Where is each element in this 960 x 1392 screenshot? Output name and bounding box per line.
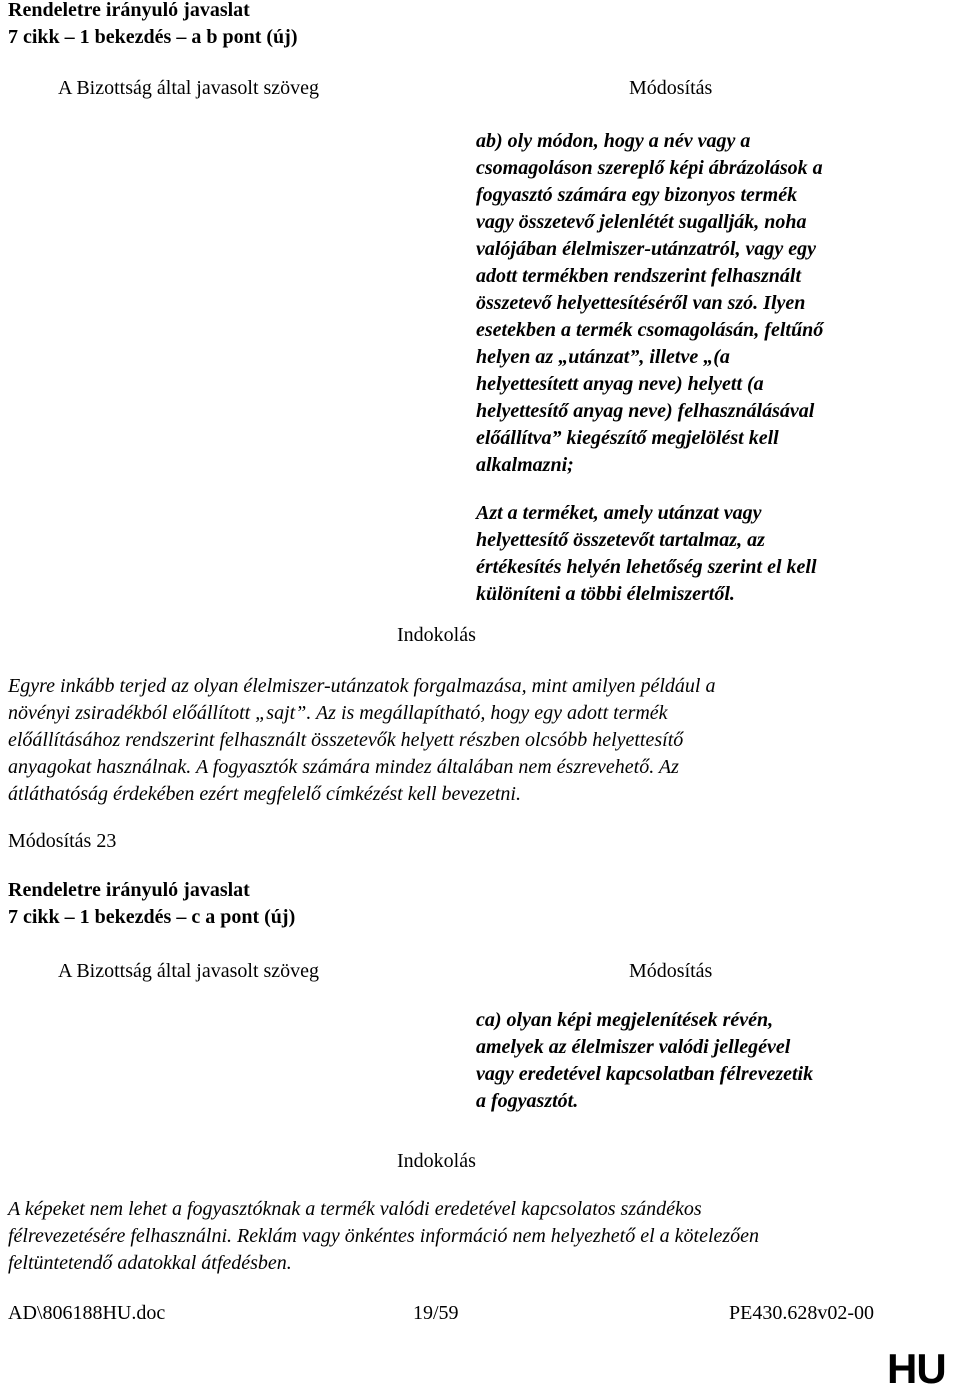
text-line: vagy összetevő jelenlétét sugallják, noha (476, 211, 807, 233)
text-line: alkalmazni; (476, 454, 574, 476)
proposal-heading: Rendeletre irányuló javaslat (8, 879, 250, 901)
text-line: a fogyasztót. (476, 1090, 579, 1112)
amendment-paragraph-1 (476, 128, 896, 479)
justification-text (8, 673, 908, 808)
text-line: valójában élelmiszer-utánzatról, vagy egy (476, 238, 816, 260)
justification-heading: Indokolás (397, 624, 476, 646)
footer-page-number: 19/59 (413, 1302, 459, 1324)
text-line: ab) oly módon, hogy a név vagy a (476, 130, 751, 152)
commission-text-column-header: A Bizottság által javasolt szöveg (58, 77, 320, 99)
text-line: fogyasztó számára egy bizonyos termék (476, 184, 798, 206)
text-line: értékesítés helyén lehetőség szerint el kell (476, 556, 817, 578)
text-line: helyettesítő anyag neve) felhasználásával (476, 400, 815, 422)
amendment-text (476, 128, 896, 608)
footer-doc-ref: AD\806188HU.doc (8, 1302, 166, 1324)
text-line: összetevő helyettesítéséről van szó. Ilyen (476, 292, 806, 314)
text-line: A képeket nem lehet a fogyasztóknak a termék valódi eredetével kapcsolatos szándékos (8, 1198, 702, 1220)
language-code: HU (887, 1345, 946, 1392)
text-line: különíteni a többi élelmiszertől. (476, 583, 735, 605)
text-line: félrevezetésére felhasználni. Reklám vagy önkéntes információ nem helyezhető el a kötelezően (8, 1225, 760, 1247)
amendment-number: Módosítás 23 (8, 830, 117, 852)
text-line: anyagokat használnak. A fogyasztók számára mindez általában nem észrevehető. Az (8, 756, 679, 778)
text-line: átláthatóság érdekében ezért megfelelő címkézést kell bevezetni. (8, 783, 521, 805)
text-line: helyen az „utánzat”, illetve „(a (476, 346, 730, 368)
text-line: amelyek az élelmiszer valódi jellegével (476, 1036, 791, 1058)
text-line: feltüntetendő adatokkal átfedésben. (8, 1252, 292, 1274)
amendment-paragraph-2 (476, 500, 896, 608)
section1-heading (8, 0, 297, 51)
amendment-column-header: Módosítás (629, 77, 713, 99)
text-line: vagy eredetével kapcsolatban félrevezetik (476, 1063, 814, 1085)
text-line: növényi zsiradékból előállított „sajt”. Az is megállapítható, hogy egy adott termék (8, 702, 668, 724)
text-line: helyettesítő összetevőt tartalmaz, az (476, 529, 765, 551)
footer-pe-ref: PE430.628v02-00 (729, 1302, 874, 1324)
amendment-column-header: Módosítás (629, 960, 713, 982)
article-reference: 7 cikk – 1 bekezdés – a b pont (új) (8, 26, 298, 48)
text-line: csomagoláson szereplő képi ábrázolások a (476, 157, 823, 179)
justification-heading: Indokolás (397, 1150, 476, 1172)
text-line: Egyre inkább terjed az olyan élelmiszer-utánzatok forgalmazása, mint amilyen például a (8, 675, 716, 697)
text-line: helyettesített anyag neve) helyett (a (476, 373, 764, 395)
section2-heading (8, 877, 295, 931)
justification-text (8, 1196, 928, 1277)
proposal-heading: Rendeletre irányuló javaslat (8, 0, 250, 21)
text-line: Azt a terméket, amely utánzat vagy (476, 502, 762, 524)
text-line: esetekben a termék csomagolásán, feltűnő (476, 319, 824, 341)
text-line: ca) olyan képi megjelenítések révén, (476, 1009, 774, 1031)
text-line: előállításához rendszerint felhasznált összetevők helyett részben olcsóbb helyettesítő (8, 729, 684, 751)
commission-text-column-header: A Bizottság által javasolt szöveg (58, 960, 320, 982)
text-line: előállítva” kiegészítő megjelölést kell (476, 427, 779, 449)
article-reference: 7 cikk – 1 bekezdés – c a pont (új) (8, 906, 296, 928)
text-line: adott termékben rendszerint felhasznált (476, 265, 802, 287)
amendment-text (476, 1007, 896, 1115)
